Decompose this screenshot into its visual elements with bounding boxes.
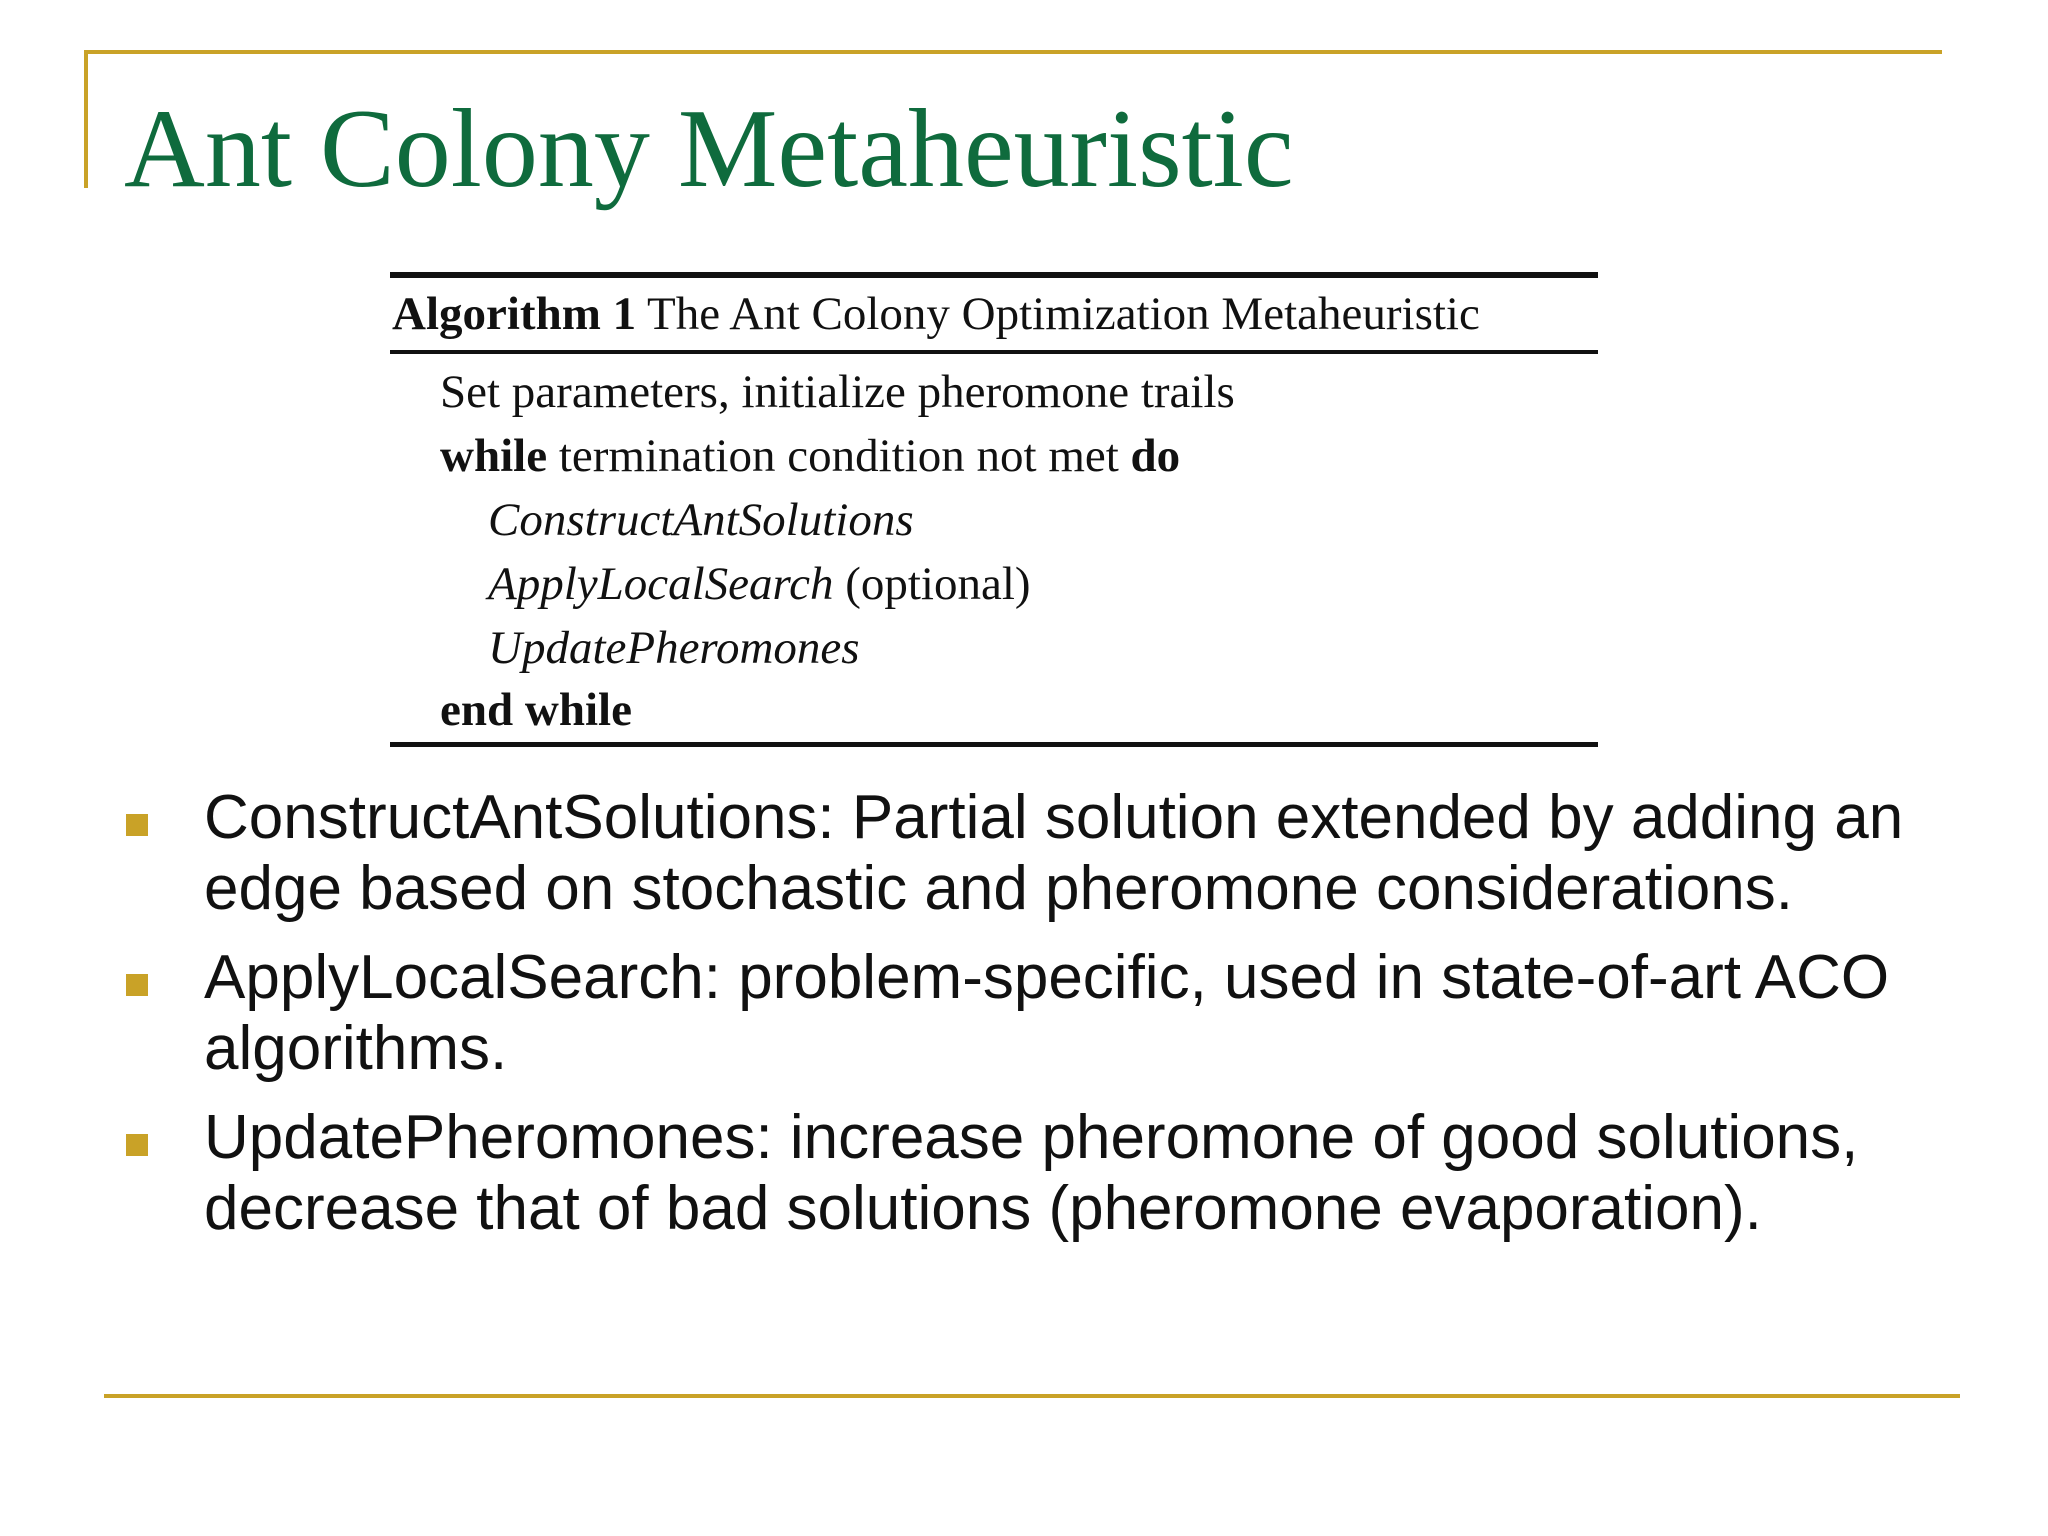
square-bullet-icon bbox=[126, 1134, 148, 1156]
algorithm-line-end-while bbox=[440, 680, 632, 740]
do-keyword: do bbox=[1130, 430, 1181, 482]
bullet-item bbox=[124, 782, 1944, 924]
left-gold-rule bbox=[84, 50, 88, 188]
bullet-item bbox=[124, 1102, 1944, 1244]
square-bullet-icon bbox=[126, 814, 148, 836]
update-step: UpdatePheromones bbox=[488, 622, 860, 674]
while-keyword: while bbox=[440, 430, 548, 482]
bullet-text: UpdatePheromones: increase pheromone of good solutions, decrease that of bad solutions (pheromone evaporation). bbox=[204, 1103, 1859, 1243]
algorithm-caption: The Ant Colony Optimization Metaheuristic bbox=[647, 288, 1480, 340]
algorithm-bottom-rule bbox=[390, 742, 1598, 747]
construct-step: ConstructAntSolutions bbox=[488, 494, 914, 546]
bullet-list bbox=[124, 782, 1944, 1262]
end-while-keyword: end while bbox=[440, 684, 632, 736]
algorithm-line-local-search bbox=[488, 554, 1031, 614]
slide-title: Ant Colony Metaheuristic bbox=[124, 87, 1294, 211]
while-condition: termination condition not met bbox=[558, 430, 1119, 482]
algorithm-top-rule bbox=[390, 272, 1598, 278]
square-bullet-icon bbox=[126, 974, 148, 996]
algorithm-header bbox=[392, 284, 1480, 344]
algorithm-label: Algorithm 1 bbox=[392, 288, 637, 340]
algorithm-header-rule bbox=[390, 350, 1598, 354]
bullet-text: ConstructAntSolutions: Partial solution extended by adding an edge based on stochastic and pheromone considerations. bbox=[204, 783, 1904, 923]
algorithm-line-construct bbox=[488, 490, 914, 550]
algorithm-figure bbox=[390, 272, 1598, 752]
bullet-text: ApplyLocalSearch: problem-specific, used in state-of-art ACO algorithms. bbox=[204, 943, 1890, 1083]
algorithm-line-set-params bbox=[440, 362, 1235, 422]
local-search-step: ApplyLocalSearch bbox=[488, 558, 834, 610]
top-gold-rule bbox=[84, 50, 1942, 54]
bullet-item bbox=[124, 942, 1944, 1084]
optional-note: (optional) bbox=[845, 558, 1031, 610]
algorithm-line-while bbox=[440, 426, 1180, 486]
algorithm-line-update bbox=[488, 618, 860, 678]
set-params-text: Set parameters, initialize pheromone trails bbox=[440, 366, 1235, 418]
bottom-gold-rule bbox=[104, 1394, 1960, 1398]
